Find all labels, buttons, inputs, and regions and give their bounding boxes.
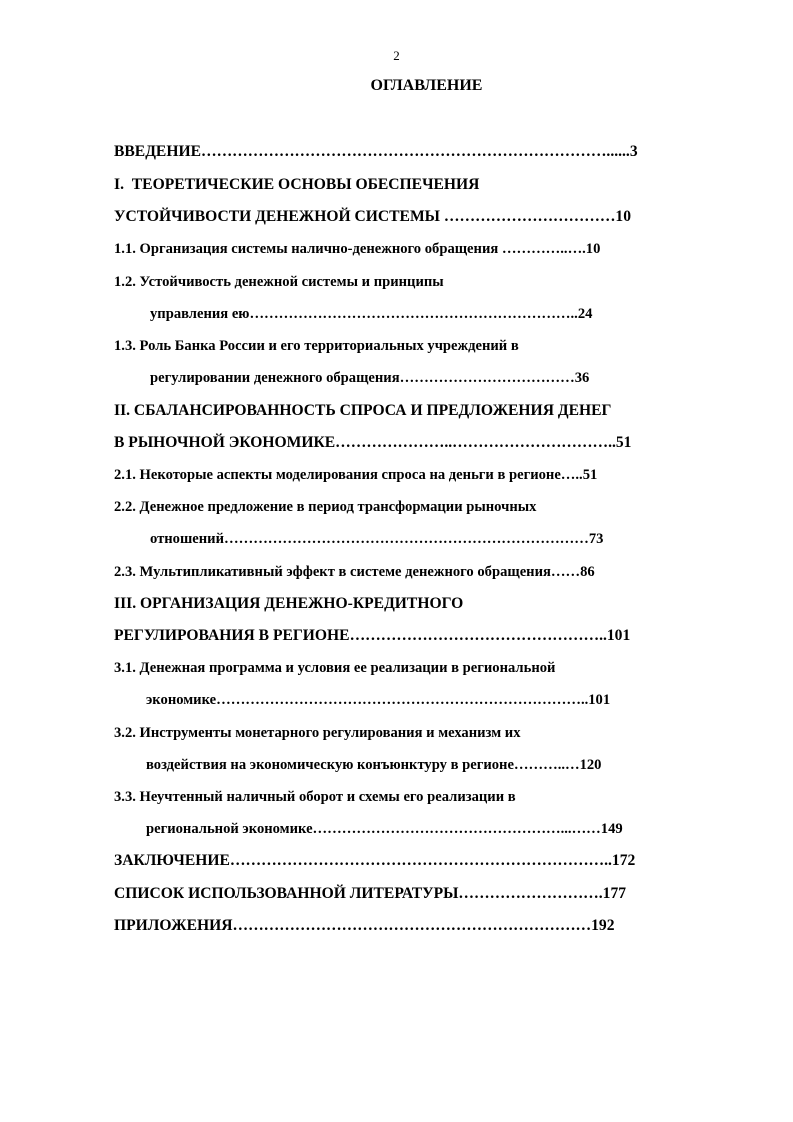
- toc-entry-3-2: воздействия на экономическую конъюнктуру в регионе………..…120: [146, 757, 602, 773]
- toc-entry-2-3: 2.3. Мультипликативный эффект в системе денежного обращения……86: [114, 564, 595, 580]
- toc-entry-2-1: 2.1. Некоторые аспекты моделирования спроса на деньги в регионе…..51: [114, 467, 598, 483]
- toc-entry-chapter-2-title: II. СБАЛАНСИРОВАННОСТЬ СПРОСА И ПРЕДЛОЖЕНИЯ ДЕНЕГ: [114, 402, 612, 419]
- toc-entry-conclusion: ЗАКЛЮЧЕНИЕ………………………………………………………………..172: [114, 852, 636, 869]
- toc-entry-1-2: управления ею…………………………………………………………..24: [150, 306, 593, 322]
- toc-entry-chapter-1: УСТОЙЧИВОСТИ ДЕНЕЖНОЙ СИСТЕМЫ ……………………………10: [114, 208, 632, 225]
- toc-entry-2-2: отношений…………………………………………………………………73: [150, 531, 604, 547]
- toc-entry-1-2-title: 1.2. Устойчивость денежной системы и принципы: [114, 274, 444, 290]
- toc-entry-introduction: ВВЕДЕНИЕ……………………………………………………………………......3: [114, 143, 638, 160]
- toc-entry-1-1: 1.1. Организация системы налично-денежного обращения …………..….10: [114, 241, 601, 257]
- toc-entry-1-3-title: 1.3. Роль Банка России и его территориальных учреждений в: [114, 338, 519, 354]
- toc-entry-appendices: ПРИЛОЖЕНИЯ……………………………………………………………192: [114, 917, 615, 934]
- toc-entry-chapter-3: РЕГУЛИРОВАНИЯ В РЕГИОНЕ…………………………………………..101: [114, 627, 631, 644]
- toc-entry-3-1: экономике…………………………………………………………………..101: [146, 692, 611, 708]
- toc-entry-chapter-2: В РЫНОЧНОЙ ЭКОНОМИКЕ…………………..…………………………..51: [114, 434, 632, 451]
- toc-entry-3-3: региональной экономике……………………………………………...……149: [146, 821, 623, 837]
- toc-entry-3-1-title: 3.1. Денежная программа и условия ее реализации в региональной: [114, 660, 556, 676]
- toc-entry-1-3: регулировании денежного обращения………………………………36: [150, 370, 590, 386]
- toc-entry-references: СПИСОК ИСПОЛЬЗОВАННОЙ ЛИТЕРАТУРЫ……………………….177: [114, 885, 627, 902]
- toc-entry-2-2-title: 2.2. Денежное предложение в период трансформации рыночных: [114, 499, 537, 515]
- toc-entry-3-3-title: 3.3. Неучтенный наличный оборот и схемы его реализации в: [114, 789, 516, 805]
- toc-entry-chapter-1-title: I. ТЕОРЕТИЧЕСКИЕ ОСНОВЫ ОБЕСПЕЧЕНИЯ: [114, 176, 480, 193]
- toc-entry-chapter-3-title: III. ОРГАНИЗАЦИЯ ДЕНЕЖНО-КРЕДИТНОГО: [114, 595, 464, 612]
- page-number: 2: [393, 48, 400, 63]
- toc-entry-3-2-title: 3.2. Инструменты монетарного регулирования и механизм их: [114, 725, 521, 741]
- toc-title: ОГЛАВЛЕНИЕ: [370, 77, 483, 94]
